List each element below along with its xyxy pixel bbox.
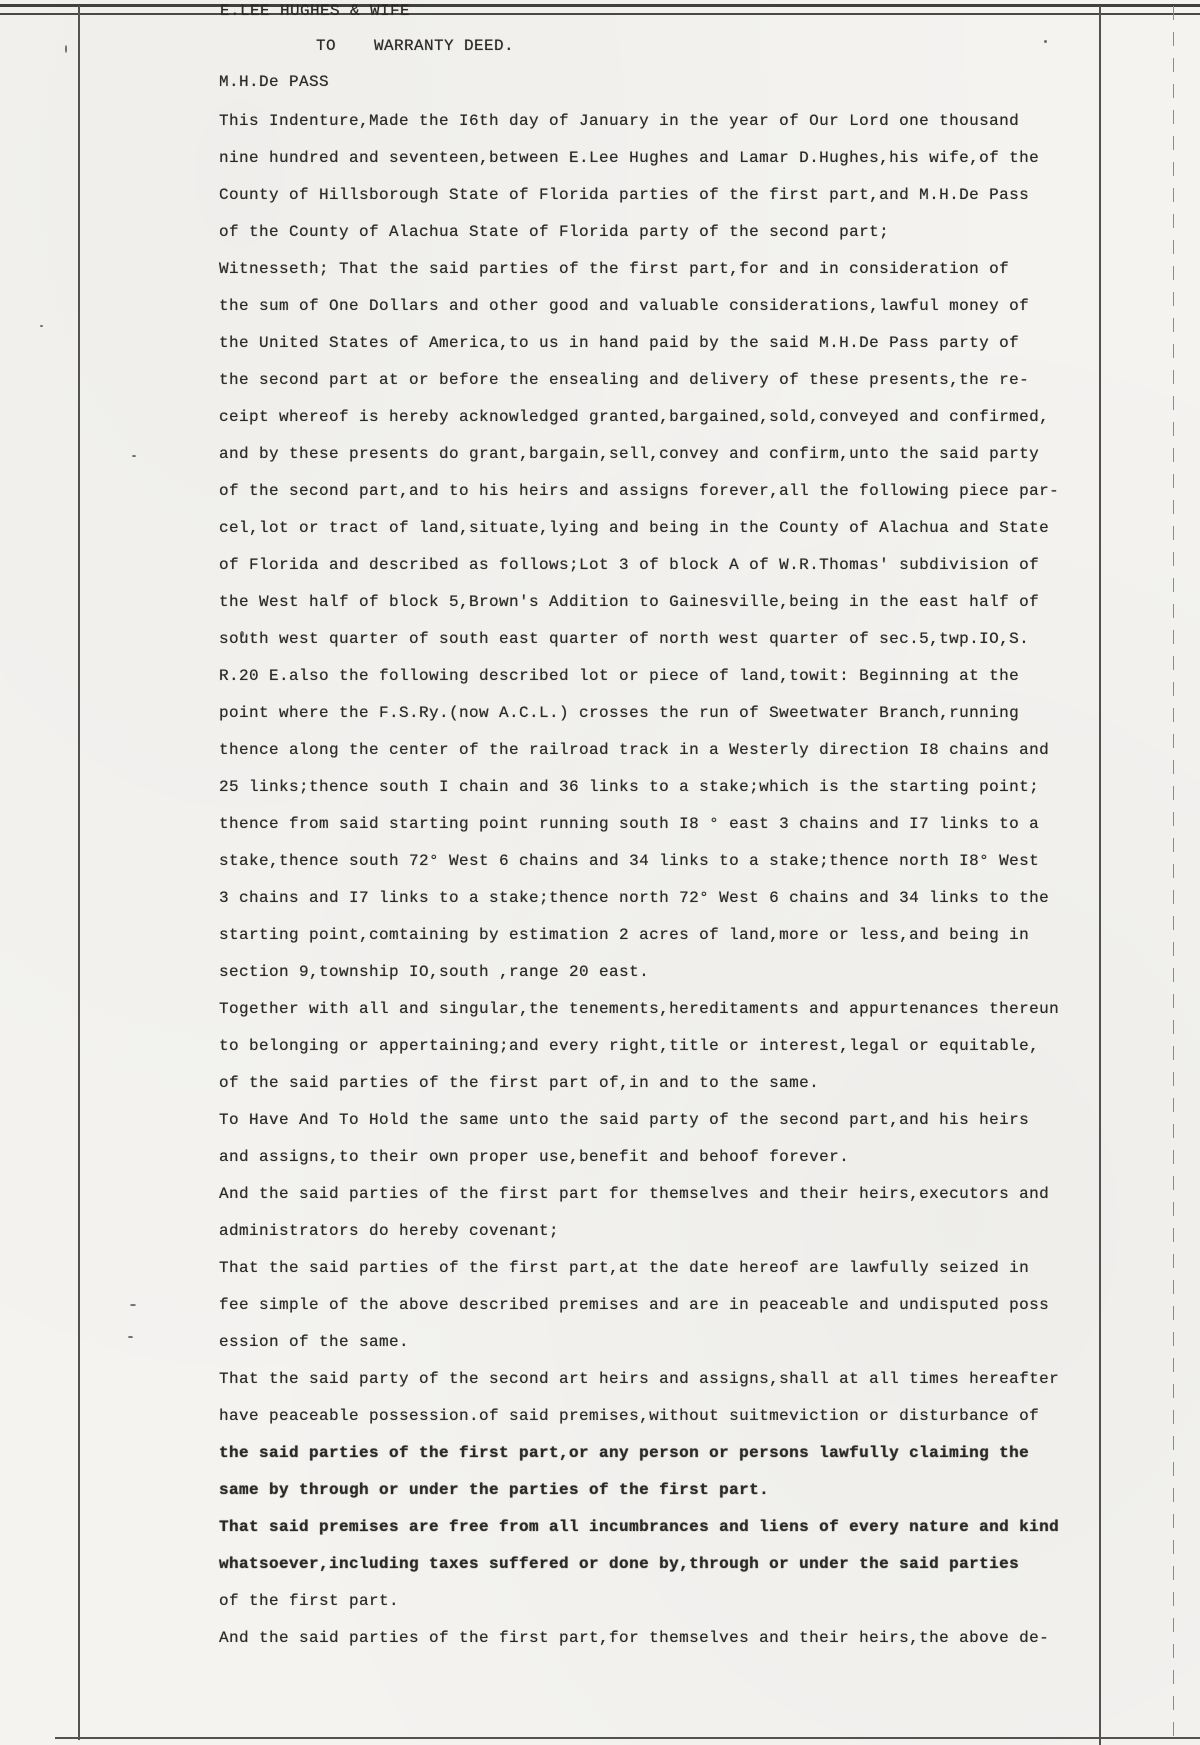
deed-text-line: same by through or under the parties of the first part. — [219, 1481, 770, 1499]
deed-text-line: Witnesseth; That the said parties of the first part,for and in consideration of — [219, 260, 1010, 278]
deed-body-text — [219, 103, 1119, 1657]
deed-text-line: of Florida and described as follows;Lot 3 of block A of W.R.Thomas' subdivision of — [219, 556, 1040, 574]
grantee-name: M.H.De PASS — [219, 73, 330, 91]
deed-text-line: County of Hillsborough State of Florida parties of the first part,and M.H.De Pass — [219, 186, 1030, 204]
deed-text-line: whatsoever,including taxes suffered or done by,through or under the said parties — [219, 1555, 1020, 1573]
scan-speck — [40, 325, 43, 327]
scan-speck — [132, 455, 136, 457]
deed-text-line: R.20 E.also the following described lot or piece of land,towit: Beginning at the — [219, 667, 1020, 685]
deed-text-line: starting point,comtaining by estimation 2 acres of land,more or less,and being in — [219, 926, 1030, 944]
top-rule-line-2 — [0, 13, 1200, 15]
deed-text-line: point where the F.S.Ry.(now A.C.L.) crosses the run of Sweetwater Branch,running — [219, 704, 1020, 722]
scan-speck — [1044, 40, 1047, 43]
deed-text-line: and assigns,to their own proper use,benefit and behoof forever. — [219, 1148, 850, 1166]
deed-text-line: ceipt whereof is hereby acknowledged granted,bargained,sold,conveyed and confirmed, — [219, 408, 1050, 426]
deed-text-line: That the said party of the second art heirs and assigns,shall at all times hereafter — [219, 1370, 1060, 1388]
deed-text-line: of the first part. — [219, 1592, 400, 1610]
bottom-rule-line — [55, 1737, 1200, 1739]
deed-text-line: And the said parties of the first part,for themselves and their heirs,the above de- — [219, 1629, 1050, 1647]
left-margin-rule — [78, 6, 80, 1740]
deed-text-line: ession of the same. — [219, 1333, 410, 1351]
deed-text-line: This Indenture,Made the I6th day of January in the year of Our Lord one thousand — [219, 112, 1020, 130]
scan-speck — [65, 45, 67, 53]
deed-text-line: have peaceable possession.of said premises,without suitmeviction or disturbance of — [219, 1407, 1040, 1425]
deed-text-line: cel,lot or tract of land,situate,lying and being in the County of Alachua and State — [219, 519, 1050, 537]
instrument-title: WARRANTY DEED. — [374, 37, 515, 55]
deed-text-line: section 9,township IO,south ,range 20 east. — [219, 963, 650, 981]
deed-text-line: fee simple of the above described premises and are in peaceable and undisputed poss — [219, 1296, 1050, 1314]
deed-text-line: thence along the center of the railroad track in a Westerly direction I8 chains and — [219, 741, 1050, 759]
deed-text-line: the sum of One Dollars and other good and valuable considerations,lawful money of — [219, 297, 1030, 315]
deed-text-line: That the said parties of the first part,at the date hereof are lawfully seized in — [219, 1259, 1030, 1277]
deed-text-line: south west quarter of south east quarter of north west quarter of sec.5,twp.IO,S. — [219, 630, 1030, 648]
scan-speck — [130, 1304, 136, 1306]
deed-text-line: nine hundred and seventeen,between E.Lee Hughes and Lamar D.Hughes,his wife,of the — [219, 149, 1040, 167]
deed-text-line: the second part at or before the ensealing and delivery of these presents,the re- — [219, 371, 1030, 389]
deed-text-line: the West half of block 5,Brown's Addition to Gainesville,being in the east half of — [219, 593, 1040, 611]
deed-text-line: the said parties of the first part,or any person or persons lawfully claiming the — [219, 1444, 1030, 1462]
deed-text-line: 25 links;thence south I chain and 36 links to a stake;which is the starting point; — [219, 778, 1040, 796]
right-margin-rule-faint — [1173, 6, 1174, 1745]
to-label: TO — [316, 37, 337, 55]
deed-text-line: stake,thence south 72° West 6 chains and 34 links to a stake;thence north I8° West — [219, 852, 1040, 870]
deed-text-line: and by these presents do grant,bargain,sell,convey and confirm,unto the said party — [219, 445, 1040, 463]
deed-text-line: To Have And To Hold the same unto the said party of the second part,and his heirs — [219, 1111, 1030, 1129]
deed-text-line: And the said parties of the first part for themselves and their heirs,executors and — [219, 1185, 1050, 1203]
deed-text-line: of the County of Alachua State of Florida party of the second part; — [219, 223, 890, 241]
deed-text-line: thence from said starting point running south I8 ° east 3 chains and I7 links to a — [219, 815, 1040, 833]
deed-text-line: the United States of America,to us in hand paid by the said M.H.De Pass party of — [219, 334, 1020, 352]
deed-text-line: Together with all and singular,the tenements,hereditaments and appurtenances thereun — [219, 1000, 1060, 1018]
grantor-name: E.LEE HUGHES & WIFE — [220, 2, 411, 20]
top-rule-line — [0, 4, 1200, 7]
deed-text-line: That said premises are free from all incumbrances and liens of every nature and kind — [219, 1518, 1060, 1536]
deed-text-line: to belonging or appertaining;and every right,title or interest,legal or equitable, — [219, 1037, 1040, 1055]
deed-text-line: of the said parties of the first part of,in and to the same. — [219, 1074, 820, 1092]
deed-text-line: 3 chains and I7 links to a stake;thence north 72° West 6 chains and 34 links to the — [219, 889, 1050, 907]
deed-text-line: administrators do hereby covenant; — [219, 1222, 560, 1240]
deed-text-line: of the second part,and to his heirs and assigns forever,all the following piece par- — [219, 482, 1060, 500]
scan-speck — [128, 1336, 133, 1338]
